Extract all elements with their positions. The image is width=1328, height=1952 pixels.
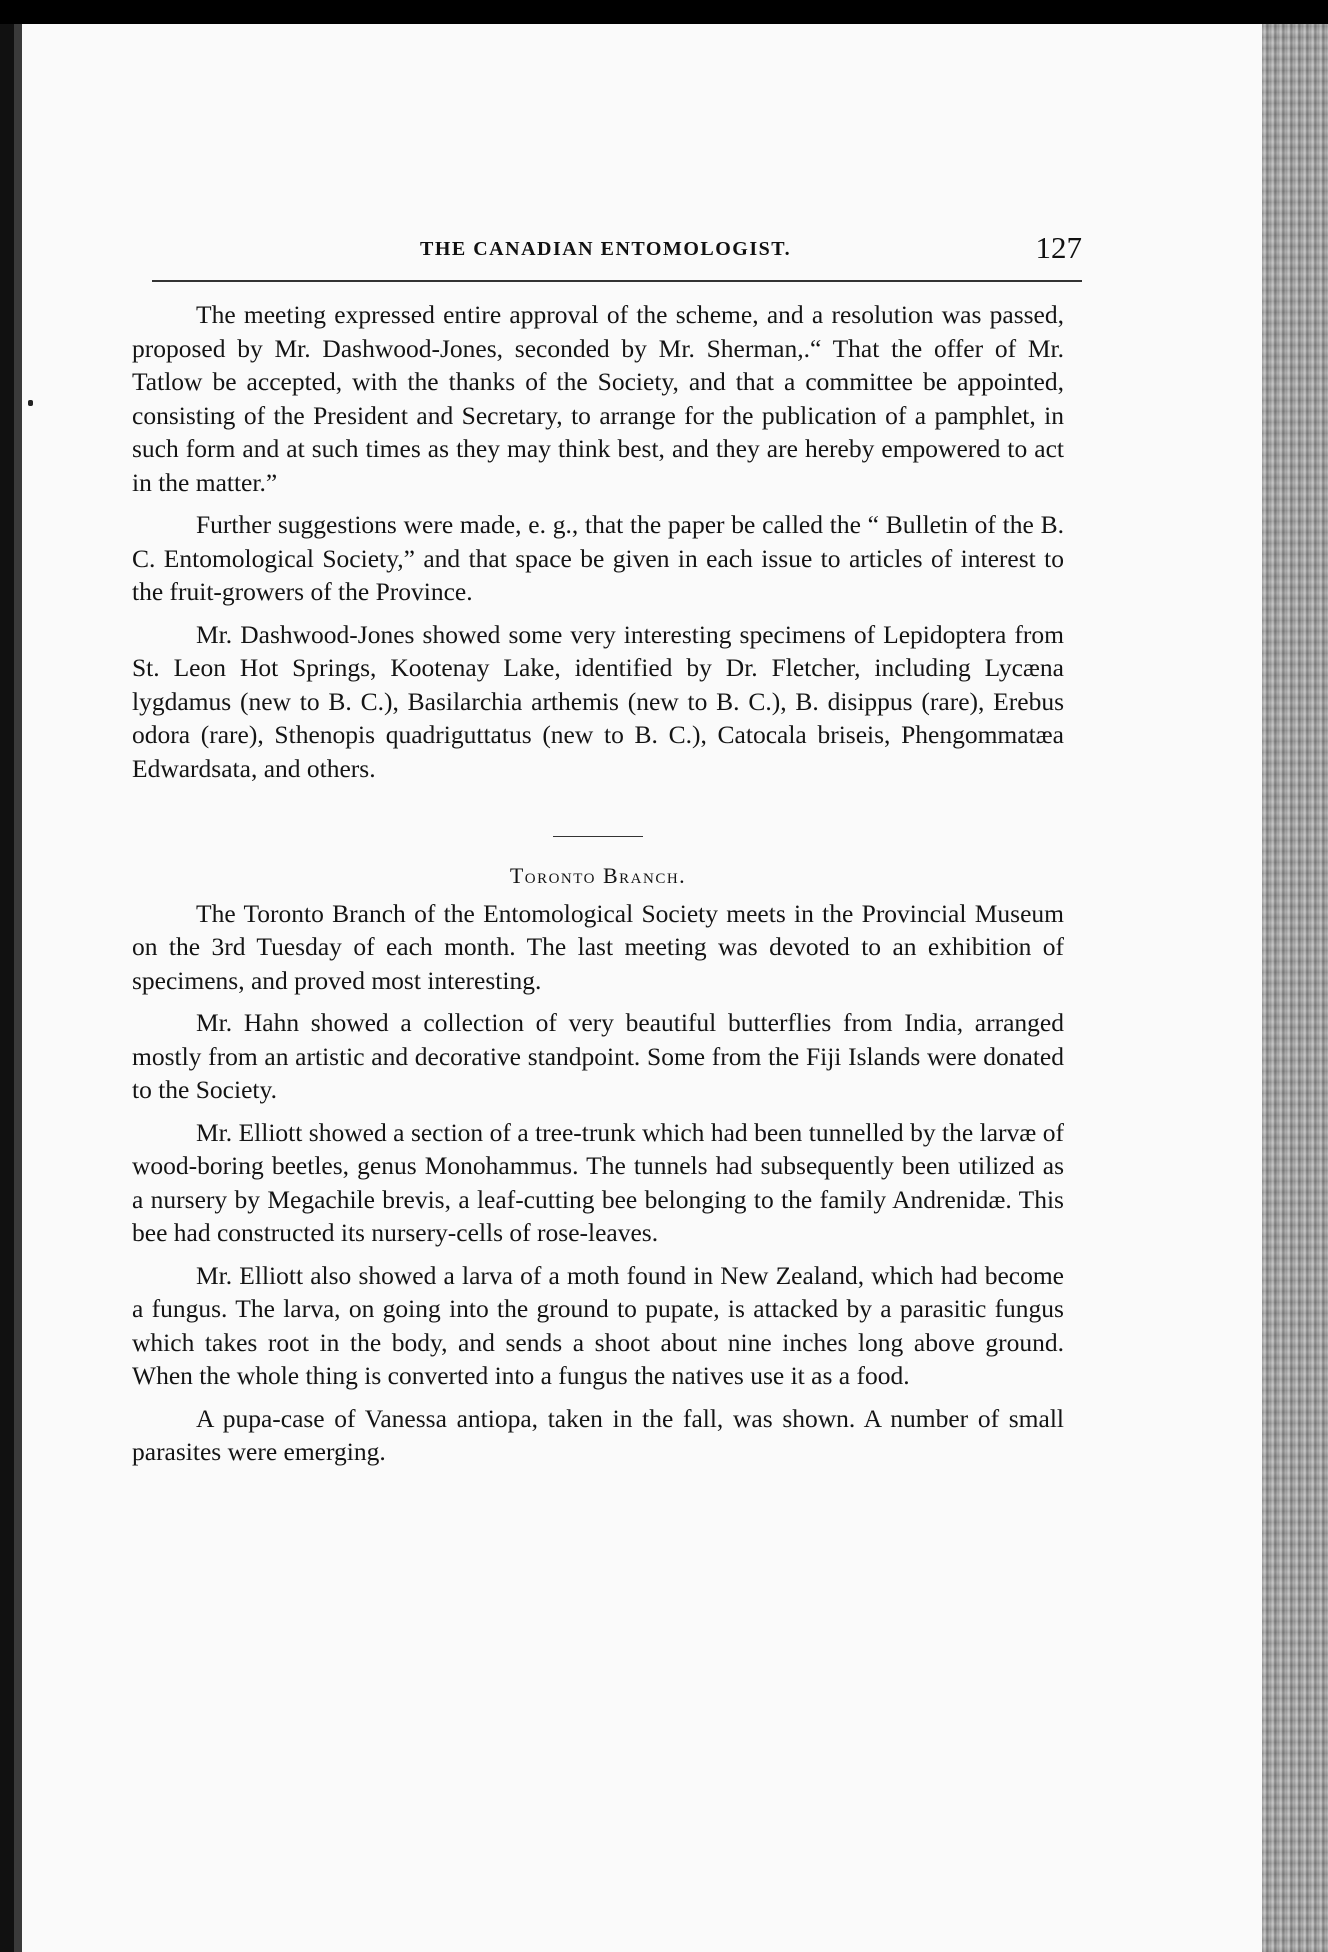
- scan-top-border: [0, 0, 1328, 24]
- paragraph: Mr. Elliott showed a section of a tree-trunk which had been tunnelled by the larvæ of wood-boring beetles, genus Monohammus. The tunnels had subsequently been utilized as a nursery by Megachile brevis, a leaf-cutting bee belonging to the family Andrenidæ. This bee had constructed its nursery-cells of rose-leaves.: [132, 1117, 1064, 1247]
- paragraph: Mr. Dashwood-Jones showed some very interesting specimens of Lepidoptera from St. Leon Hot Springs, Kootenay Lake, identified by Dr. Fletcher, including Lycæna lygdamus (new to B. C.), Basilarchia arthemis (new to B. C.), B. disippus (rare), Erebus odora (rare), Sthenopis quadriguttatus (new to B. C.), Catocala briseis, Phengommatæa Edwardsata, and others.: [132, 619, 1064, 783]
- paragraph: The Toronto Branch of the Entomological Society meets in the Provincial Museum on the 3rd Tuesday of each month. The last meeting was devoted to an exhibition of specimens, and proved most interesting.: [132, 898, 1064, 995]
- running-header: [150, 230, 1082, 278]
- paragraph: Mr. Hahn showed a collection of very beautiful butterflies from India, arranged mostly from an artistic and decorative standpoint. Some from the Fiji Islands were donated to the Society.: [132, 1008, 1064, 1104]
- section-heading: Toronto Branch.: [509, 863, 687, 888]
- page-number: 127: [1035, 230, 1082, 265]
- running-title: THE CANADIAN ENTOMOLOGIST.: [420, 238, 792, 260]
- section-divider: [553, 836, 643, 837]
- article-body: [132, 298, 1064, 1478]
- paragraph: Further suggestions were made, e. g., that the paper be called the “ Bulletin of the B. C. Entomological Society,” and that space be given in each issue to articles of interest to the fruit-growers of the Province.: [132, 510, 1064, 606]
- binding-mark: [28, 400, 33, 406]
- section-gap: [132, 794, 1064, 836]
- paragraph: The meeting expressed entire approval of the scheme, and a resolution was passed, proposed by Mr. Dashwood-Jones, seconded by Mr. Sherman,.“ That the offer of Mr. Tatlow be accepted, with the thanks of the Society, and that a committee be appointed, consisting of the President and Secretary, to arrange for the publication of a pamphlet, in such form and at such times as they may think best, and they are hereby empowered to act in the matter.”: [132, 300, 1064, 497]
- paragraph: Mr. Elliott also showed a larva of a moth found in New Zealand, which had become a fungus. The larva, on going into the ground to pupate, is attacked by a parasitic fungus which takes root in the body, and sends a shoot about nine inches long above ground. When the whole thing is converted into a fungus the natives use it as a food.: [132, 1260, 1064, 1390]
- header-rule: [152, 280, 1082, 282]
- paragraph: A pupa-case of Vanessa antiopa, taken in the fall, was shown. A number of small parasites were emerging.: [132, 1403, 1064, 1466]
- page-stack-edge: [1262, 24, 1328, 1952]
